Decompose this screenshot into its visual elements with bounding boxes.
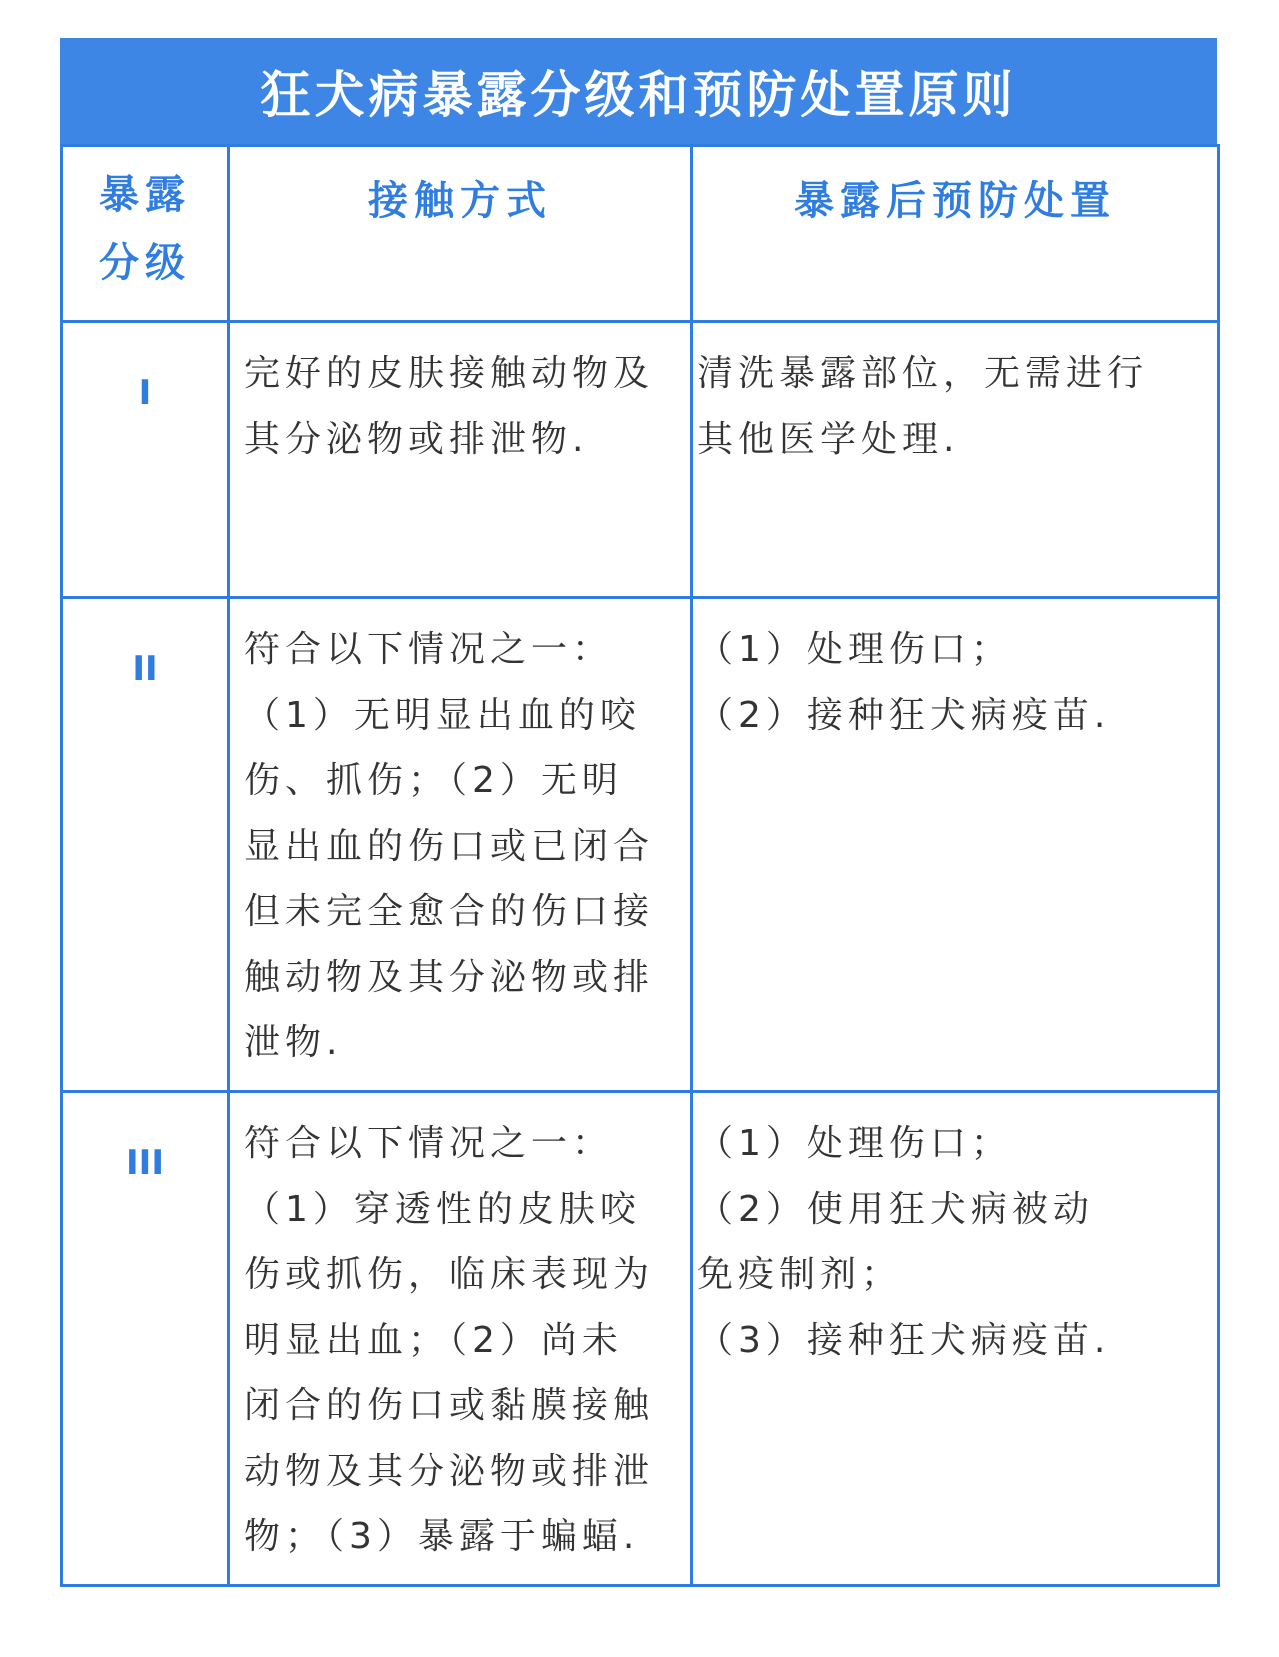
header-contact: 接触方式 — [229, 146, 692, 322]
cell-text-line: 触动物及其分泌物或排 — [244, 956, 655, 998]
exposure-table — [60, 38, 1217, 1587]
cell-text-line: 伤或抓伤，临床表现为 — [244, 1254, 655, 1295]
table-row — [62, 1092, 1219, 1586]
cell-text-line: （1）无明显出血的咬 — [244, 694, 641, 736]
cell-text-line: 免疫制剂； — [697, 1254, 903, 1295]
level-cell: I — [62, 322, 229, 598]
contact-cell — [229, 598, 692, 1092]
cell-text-line: （2）接种狂犬病疫苗. — [697, 694, 1111, 736]
table-row — [62, 598, 1219, 1092]
cell-text-line: （1）处理伤口； — [697, 629, 1012, 670]
header-level-line2: 分级 — [99, 240, 191, 286]
cell-text-line: 明显出血；（2）尚未 — [244, 1319, 623, 1361]
cell-text-line: 其分泌物或排泄物. — [244, 418, 589, 460]
treatment-cell — [692, 322, 1219, 598]
cell-text-line: 其他医学处理. — [697, 418, 960, 460]
cell-text-line: 但未完全愈合的伤口接 — [244, 891, 655, 932]
cell-text-line: 符合以下情况之一： — [244, 1123, 614, 1164]
level-cell: III — [62, 1092, 229, 1586]
cell-text-line: 伤、抓伤；（2）无明 — [244, 760, 623, 801]
level-cell: II — [62, 598, 229, 1092]
cell-text-line: 清洗暴露部位，无需进行 — [697, 353, 1149, 394]
header-level-line1: 暴露 — [99, 172, 191, 218]
table-title: 狂犬病暴露分级和预防处置原则 — [60, 38, 1217, 144]
header-treatment: 暴露后预防处置 — [692, 146, 1219, 322]
cell-text-line: 泄物. — [244, 1022, 343, 1063]
exposure-grid — [60, 144, 1220, 1587]
cell-text-line: 显出血的伤口或已闭合 — [244, 825, 655, 867]
table-row — [62, 322, 1219, 598]
header-row — [62, 146, 1219, 322]
cell-text-line: （2）使用狂犬病被动 — [697, 1188, 1094, 1230]
cell-text-line: 符合以下情况之一： — [244, 629, 614, 670]
cell-text-line: 动物及其分泌物或排泄 — [244, 1450, 655, 1492]
treatment-cell — [692, 598, 1219, 1092]
cell-text-line: （1）处理伤口； — [697, 1123, 1012, 1164]
cell-text-line: 闭合的伤口或黏膜接触 — [244, 1385, 655, 1426]
cell-text-line: （3）接种狂犬病疫苗. — [697, 1319, 1111, 1361]
cell-text-line: 完好的皮肤接触动物及 — [244, 353, 655, 394]
header-level — [62, 146, 229, 322]
contact-cell — [229, 1092, 692, 1586]
treatment-cell — [692, 1092, 1219, 1586]
cell-text-line: （1）穿透性的皮肤咬 — [244, 1188, 641, 1230]
cell-text-line: 物；（3）暴露于蝙蝠. — [244, 1516, 640, 1557]
contact-cell — [229, 322, 692, 598]
